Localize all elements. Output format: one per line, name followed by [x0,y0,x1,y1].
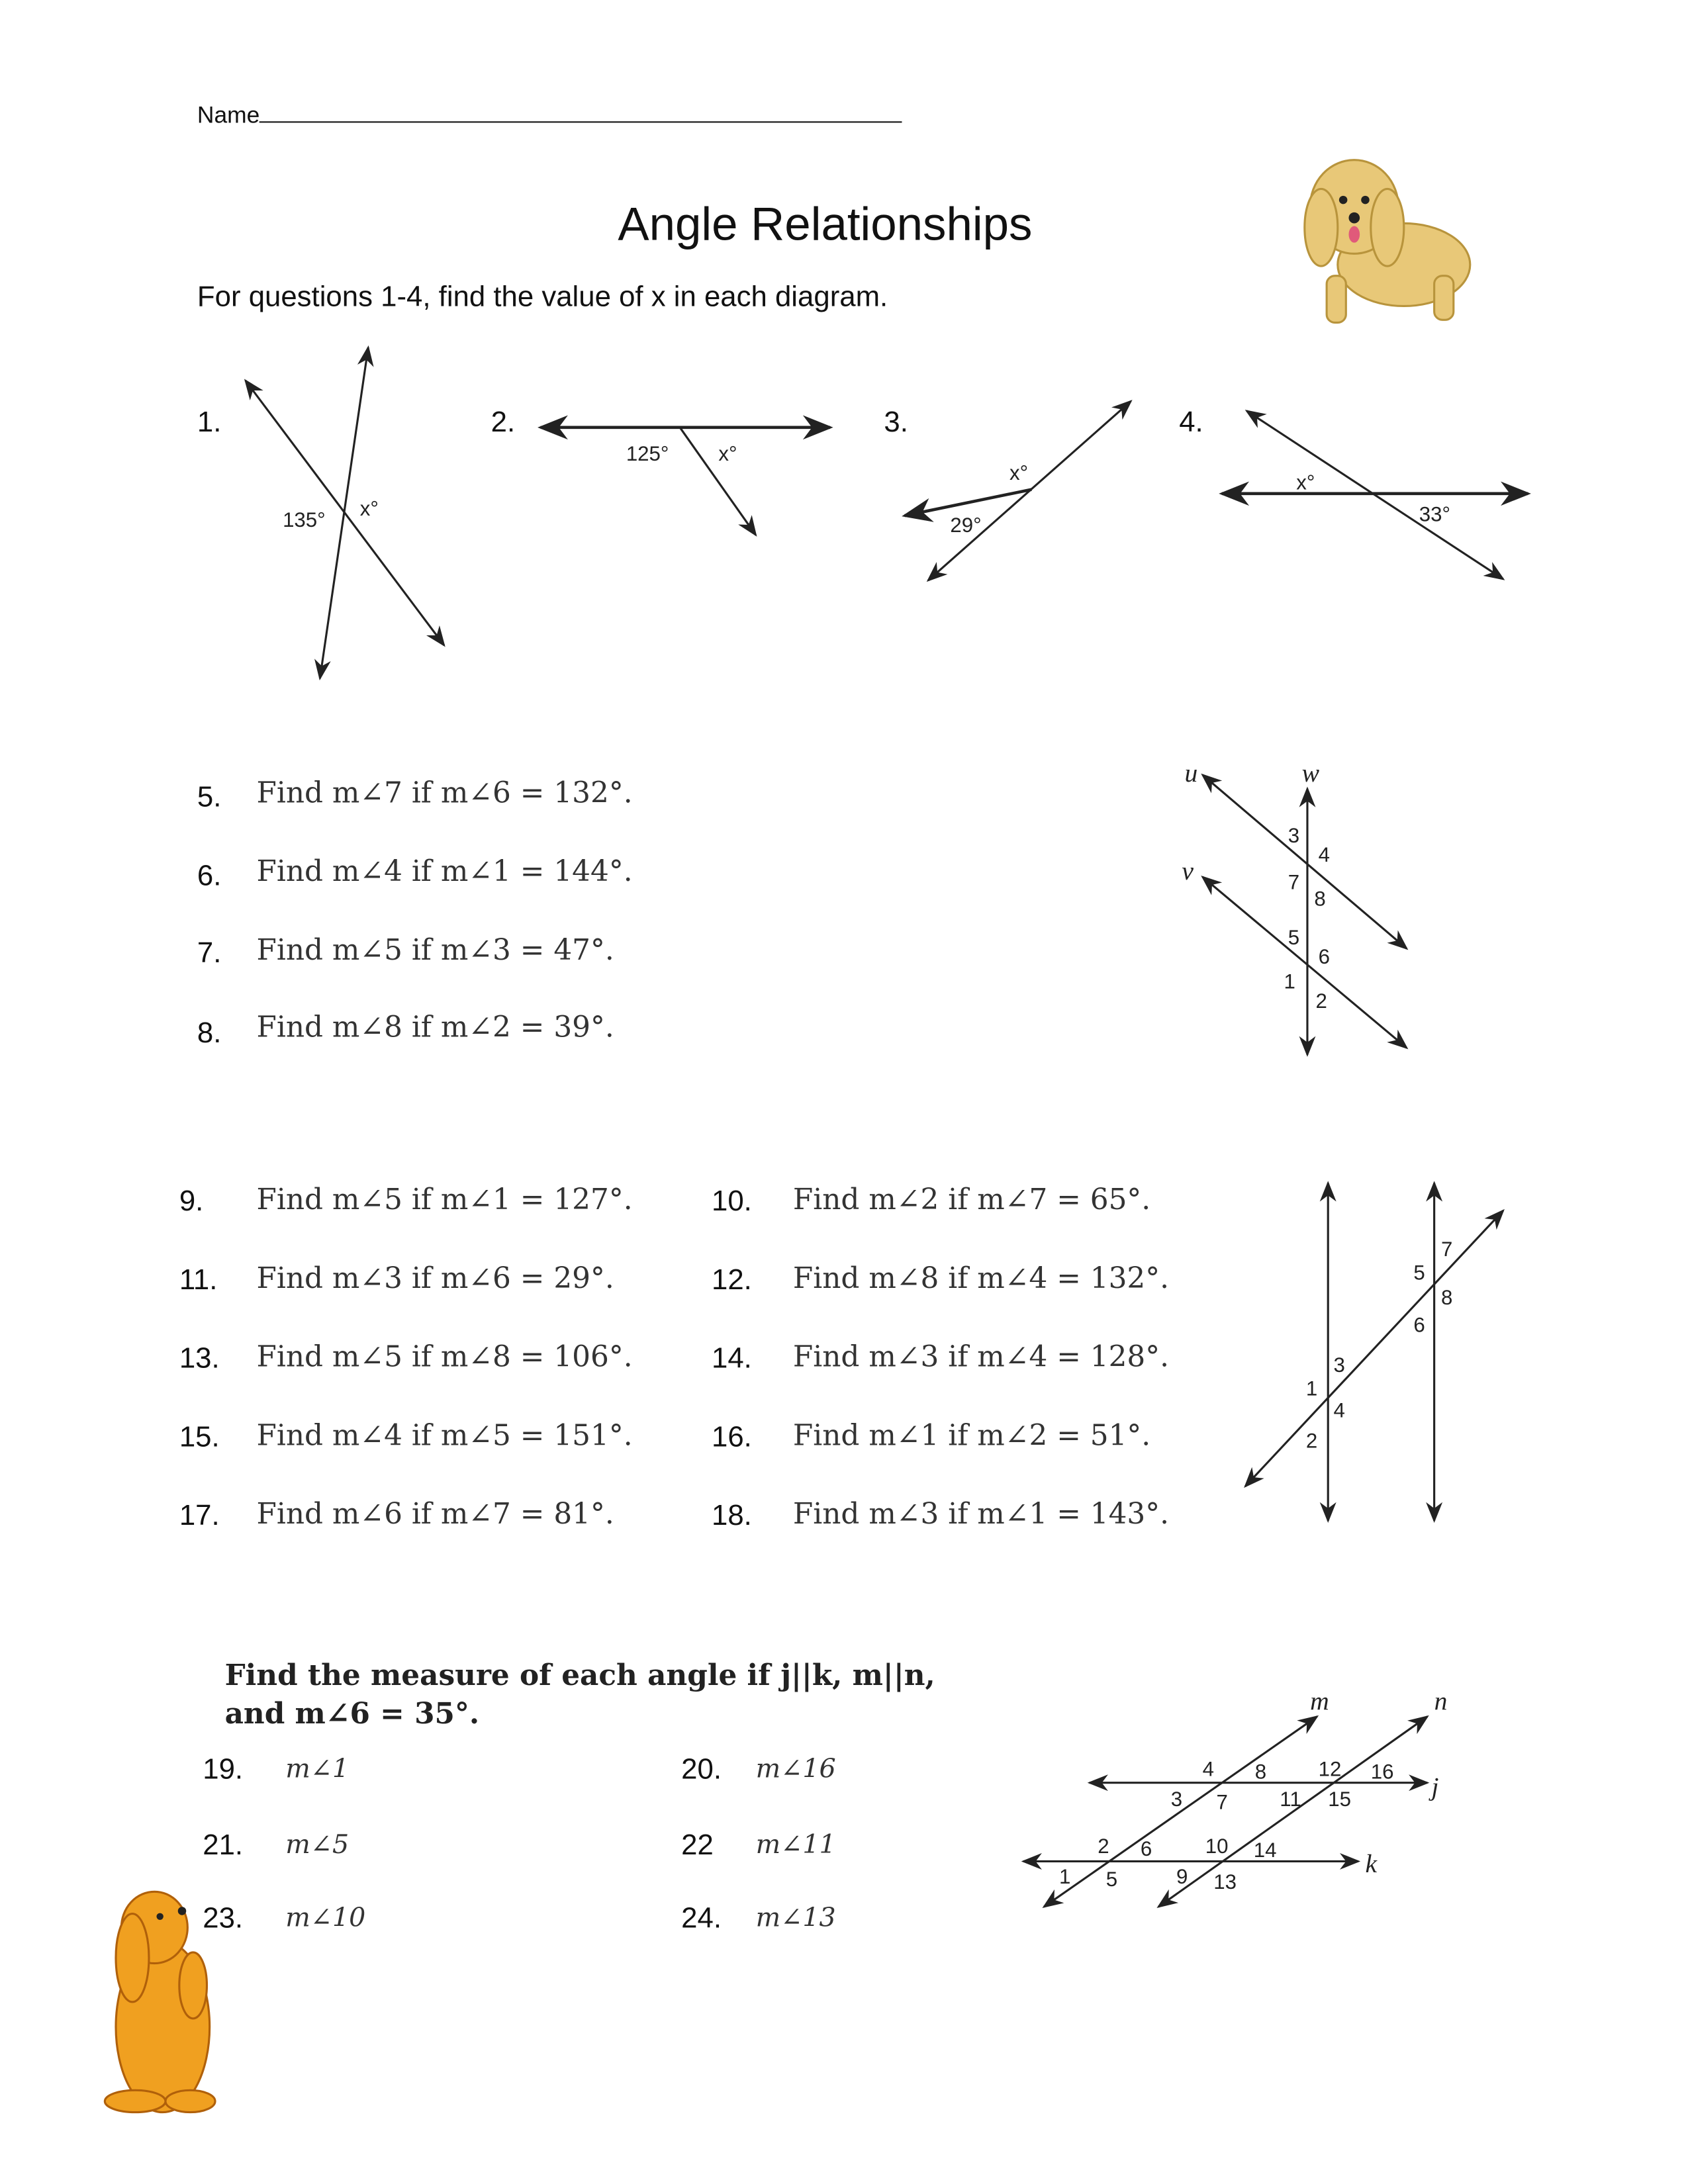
question-number: 22 [681,1829,714,1862]
question-text: Find m∠3 if m∠6 = 29°. [256,1261,614,1295]
angle-number: 10 [1205,1834,1229,1858]
angle-number: 2 [1098,1834,1109,1858]
line-label-m: m [1310,1686,1329,1716]
question-number: 11. [179,1264,218,1297]
question-text: Find m∠1 if m∠2 = 51°. [792,1418,1151,1452]
angle-number: 11 [1280,1788,1301,1811]
question-text: Find m∠2 if m∠7 = 65°. [792,1183,1151,1216]
question-text: Find m∠3 if m∠4 = 128°. [792,1340,1170,1373]
question-number: 5. [197,782,222,814]
question-text: m∠13 [755,1902,836,1933]
question-number: 9. [179,1185,204,1218]
question-number: 20. [681,1753,722,1786]
angle-label: x° [359,497,379,521]
angle-number: 4 [1333,1398,1345,1422]
question-text: Find m∠8 if m∠4 = 132°. [792,1261,1170,1295]
question-number: 13. [179,1343,220,1375]
angle-number: 9 [1176,1864,1188,1888]
section4-given: and m∠6 = 35°. [224,1696,480,1731]
question-number: 23. [203,1902,244,1934]
problem-number: 4. [1179,406,1203,439]
angle-number: 4 [1202,1757,1215,1781]
angle-number: 2 [1305,1429,1318,1453]
question-number: 16. [711,1421,752,1453]
problem-number: 1. [197,406,222,439]
angle-number: 5 [1105,1867,1118,1891]
question-text: m∠10 [285,1902,366,1933]
question-number: 12. [711,1264,752,1297]
question-text: m∠5 [285,1829,350,1860]
question-text: m∠11 [755,1829,836,1860]
line-label-k: k [1365,1849,1378,1879]
question-text: Find m∠3 if m∠1 = 143°. [792,1497,1170,1531]
angle-number: 3 [1333,1353,1345,1377]
question-number: 24. [681,1902,722,1934]
question-text: Find m∠5 if m∠8 = 106°. [256,1340,633,1373]
angle-label: 125° [626,441,669,465]
angle-number: 1 [1284,970,1295,993]
angle-number: 7 [1216,1790,1228,1814]
angle-label: 33° [1419,502,1450,526]
question-number: 17. [179,1500,220,1532]
question-number: 14. [711,1343,752,1375]
question-number: 21. [203,1829,244,1862]
angle-label: x° [718,441,737,465]
angle-label: 135° [283,508,326,531]
angle-number: 3 [1170,1788,1183,1811]
angle-label: x° [1009,461,1029,484]
section4-instruction: Find the measure of each angle if j||k, m||n, [224,1657,935,1692]
angle-number: 13 [1213,1870,1237,1894]
name-label: Name [197,102,260,128]
instructions: For questions 1-4, find the value of x in each diagram. [197,281,888,313]
line-label-u: u [1184,758,1198,788]
angle-number: 15 [1328,1788,1351,1811]
question-number: 18. [711,1500,752,1532]
question-text: Find m∠5 if m∠3 = 47°. [256,933,614,967]
angle-number: 8 [1314,887,1326,911]
angle-number: 1 [1305,1377,1318,1400]
problem-number: 3. [884,406,908,439]
angle-number: 7 [1288,870,1300,894]
angle-number: 2 [1315,989,1327,1013]
angle-number: 12 [1318,1757,1342,1781]
angle-number: 5 [1288,926,1300,950]
line-label-n: n [1434,1686,1448,1716]
question-text: Find m∠5 if m∠1 = 127°. [256,1183,633,1216]
angle-label: 29° [950,514,982,537]
page-title: Angle Relationships [618,198,1033,251]
question-number: 6. [197,860,222,892]
line-label-v: v [1182,856,1194,886]
problem-number: 2. [491,406,516,439]
angle-number: 3 [1288,823,1300,847]
question-number: 19. [203,1753,244,1786]
question-number: 15. [179,1421,220,1453]
angle-number: 8 [1441,1285,1453,1309]
question-text: Find m∠8 if m∠2 = 39°. [256,1011,614,1044]
angle-number: 6 [1413,1313,1425,1337]
question-number: 8. [197,1017,222,1050]
question-text: Find m∠4 if m∠1 = 144°. [256,854,633,888]
question-text: m∠1 [285,1753,350,1784]
angle-number: 6 [1318,945,1331,969]
question-number: 7. [197,937,222,970]
angle-number: 4 [1318,843,1331,867]
question-number: 10. [711,1185,752,1218]
angle-number: 16 [1370,1760,1394,1784]
angle-number: 8 [1254,1760,1267,1784]
question-text: m∠16 [755,1753,836,1784]
angle-label: x° [1296,471,1315,494]
angle-number: 1 [1058,1864,1071,1888]
question-text: Find m∠7 if m∠6 = 132°. [256,776,633,809]
angle-number: 5 [1413,1261,1425,1285]
line-label-w: w [1301,758,1320,788]
question-text: Find m∠4 if m∠5 = 151°. [256,1418,633,1452]
question-text: Find m∠6 if m∠7 = 81°. [256,1497,614,1531]
angle-number: 6 [1140,1837,1152,1861]
angle-number: 7 [1441,1237,1453,1261]
line-label-j: j [1431,1772,1439,1801]
angle-number: 14 [1253,1839,1277,1862]
